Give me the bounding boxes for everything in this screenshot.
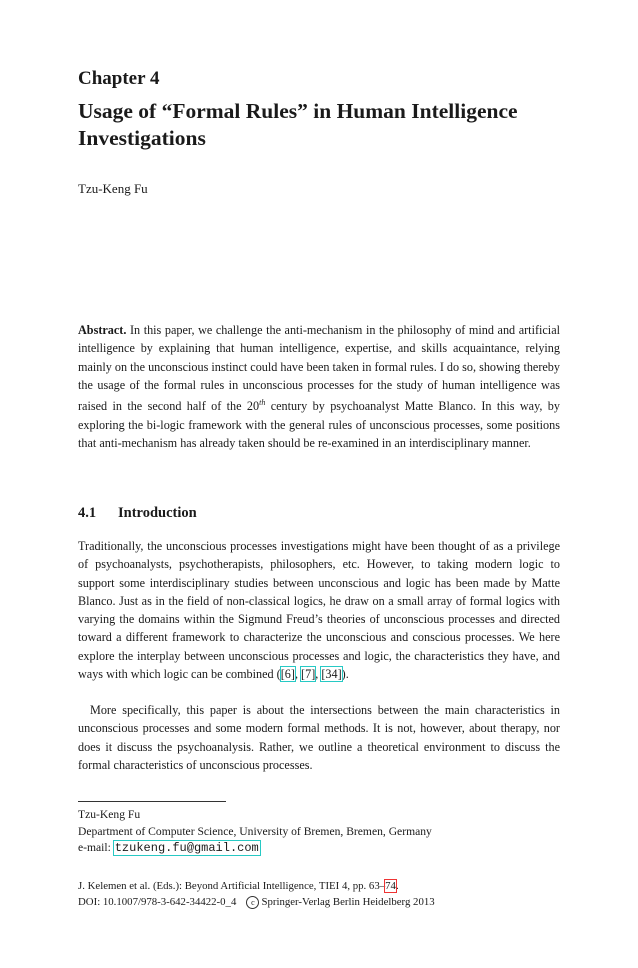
intro-paragraph-2: More specifically, this paper is about the intersections between the main characteristics in unconscious processes and some modern formal methods. It is not, however, about therapy, nor does it discuss the psychoanalysis. Rather, we outline a theoretical environment to discuss the formal characteristics of unconscious processes.: [78, 703, 560, 772]
author-name: Tzu-Keng Fu: [78, 181, 148, 196]
footnote-email-line: [78, 840, 260, 856]
doi-text: DOI: 10.1007/978-3-642-34422-0_4: [78, 896, 237, 908]
doi-footer-line: [78, 895, 435, 909]
section-title: Introduction: [118, 505, 197, 521]
abstract-text-a: In this paper, we challenge the anti-mechanism in the philosophy of mind and artificial intelligence by explaining that human intelligence, expertise, and skills acquaintance, relying mainly on the unconscious instinct could have been taken in formal rules. I do so, showing thereby the usage of the formal rules in unconscious processes for the study of human intelligence was raised in the second half of the 20: [78, 323, 560, 414]
section-heading: [78, 505, 197, 522]
chapter-label: Chapter 4: [78, 68, 160, 89]
citation-footer-line: J. Kelemen et al. (Eds.): Beyond Artificial Intelligence, TIEI 4, pp. 63–74.: [78, 880, 399, 892]
publisher-text: Springer-Verlag Berlin Heidelberg 2013: [261, 896, 435, 908]
citation-link-34[interactable]: [34]: [321, 667, 342, 682]
citation-link-6[interactable]: [6]: [280, 667, 295, 682]
section-number: 4.1: [78, 505, 97, 521]
chapter-title: Usage of “Formal Rules” in Human Intelligence Investigations: [78, 99, 518, 150]
abstract-label: Abstract.: [78, 323, 127, 337]
intro-paragraph-1: Traditionally, the unconscious processes investigations might have been thought of as a privilege of psychoanalysts, psychotherapists, philosophers, etc. However, to taking modern logic to support some interdisciplinary studies between unconscious and logic has been made by Matte Blanco. Just as in the field of non-classical logics, he draw on a small array of formal logics with varying the domains within the Sigmund Freud’s theories of unconscious processes and directed toward a different framework to characterize the unconscious and conscious processes. We here explore the interplay between unconscious processes and logic, the characteristics they have, and ways with which logic can be combined ([6], [7], [34]).: [78, 539, 560, 682]
abstract: [78, 321, 560, 452]
footnote-affiliation: Department of Computer Science, University of Bremen, Bremen, Germany: [78, 825, 432, 838]
intro-p1-end: ).: [341, 667, 349, 682]
email-link[interactable]: tzukeng.fu@gmail.com: [114, 841, 259, 855]
footnote-divider: [78, 801, 226, 802]
abstract-superscript: th: [259, 398, 266, 408]
citation-link-7[interactable]: [7]: [301, 667, 316, 682]
footnote-author: Tzu-Keng Fu: [78, 808, 141, 821]
page-range-link[interactable]: 74: [385, 880, 396, 892]
email-label: e-mail:: [78, 841, 114, 854]
abstract-text-b: century by psychoanalyst Matte Blanco. In this way, by exploring the bi-logic framework with the general rules of unconscious processes, some positions that anti-mechanism has already taken should be re-examined in an interdisciplinary manner.: [78, 399, 560, 450]
intro-p1-text: Traditionally, the unconscious processes investigations might have been thought of as a privilege of psychoanalysts, psychotherapists, philosophers, etc. However, to taking modern logic to support some interdisciplinary studies between unconscious and logic has been made by Matte Blanco. Just as in the field of non-classical logics, he draw on a small array of formal logics with varying the domains within the Sigmund Freud’s theories of unconscious processes and directed toward a different framework to characterize the unconscious and conscious processes. We here explore the interplay between unconscious processes and logic, the characteristics they have, and ways with which logic can be combined (: [78, 539, 560, 682]
copyright-icon: c: [246, 896, 259, 909]
